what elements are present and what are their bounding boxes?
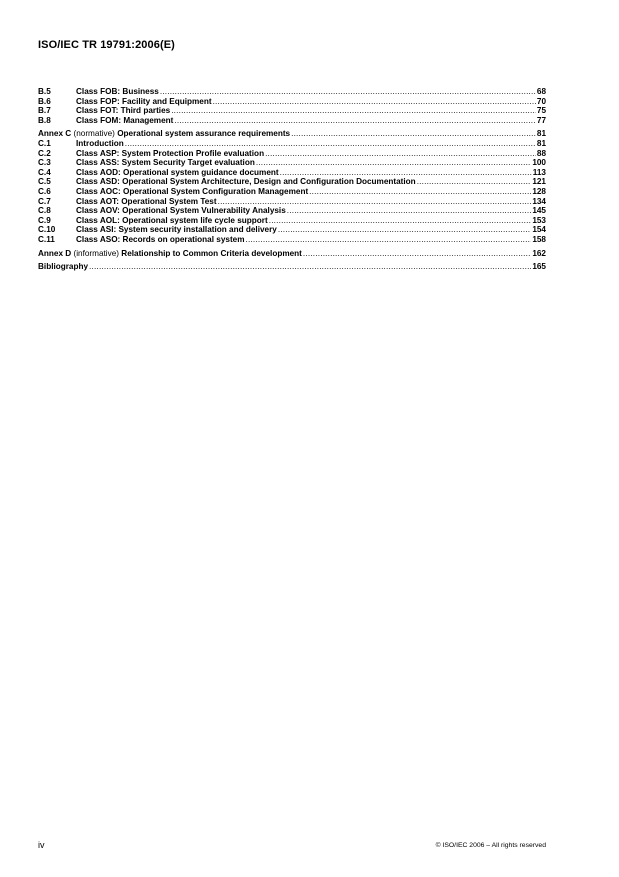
copyright-notice: © ISO/IEC 2006 – All rights reserved [435,842,546,849]
toc-entry-page: 154 [532,225,546,235]
toc-entry-number: C.3 [38,158,51,168]
toc-entry-title: Introduction [76,138,124,148]
toc-entry-title: Class FOT: Third parties [76,106,171,116]
toc-entry[interactable] [38,139,546,149]
toc-entry-title: Class ASP: System Protection Profile evaluation [76,148,265,158]
toc-entry[interactable] [38,235,546,245]
toc-entry-page: 68 [536,87,546,96]
toc-entry[interactable] [38,149,546,159]
toc-entry-page: 70 [536,96,546,106]
dot-leader [278,225,532,235]
toc-entry-page: 77 [536,115,546,125]
toc-entry-number: C.5 [38,177,51,187]
toc-entry-number: C.2 [38,148,51,158]
toc-entry-title: Bibliography [38,262,89,272]
toc-entry-number: C.10 [38,225,56,235]
toc-entry[interactable] [38,168,546,178]
toc-entry-number: C.4 [38,167,51,177]
dot-leader [287,206,532,216]
toc-entry-page: 113 [532,167,546,177]
toc-bibliography[interactable] [38,262,546,272]
dot-leader [246,235,532,245]
annex-heading [38,249,302,259]
toc-entry-title: Class FOP: Facility and Equipment [76,96,212,106]
toc-entry[interactable] [38,158,546,168]
toc-entry-title: Class FOB: Business [76,87,159,96]
dot-leader [291,129,536,139]
annex-heading [38,129,290,139]
dot-leader [171,106,536,116]
toc-entry-title: Class AOL: Operational system life cycle support [76,215,268,225]
toc-entry-page: 153 [532,215,546,225]
toc-entry-title: Class AOT: Operational System Test [76,196,217,206]
toc-entry-page: 75 [536,106,546,116]
toc-entry-page: 100 [532,158,546,168]
toc-entry-page: 145 [532,206,546,216]
dot-leader [280,168,532,178]
toc-entry-title: Class ASI: System security installation and delivery [76,225,277,235]
toc-entry[interactable] [38,106,546,116]
toc-entry-number: B.8 [38,115,51,125]
toc-entry[interactable] [38,206,546,216]
dot-leader [160,87,536,97]
annex-label: Annex D [38,248,72,258]
toc-entry-page: 162 [532,248,546,258]
toc-entry-number: B.6 [38,96,51,106]
table-of-contents [38,87,546,272]
page-number: iv [38,840,45,850]
toc-entry-number: B.5 [38,87,51,96]
toc-entry[interactable] [38,225,546,235]
toc-entry-title: Class FOM: Management [76,115,174,125]
toc-entry[interactable] [38,177,546,187]
toc-entry[interactable] [38,187,546,197]
toc-entry-title: Class ASS: System Security Target evaluation [76,158,255,168]
toc-entry-title: Class AOV: Operational System Vulnerability Analysis [76,206,286,216]
toc-entry-number: B.7 [38,106,51,116]
toc-entry-title: Class ASD: Operational System Architecture, Design and Configuration Documentation [76,177,416,187]
toc-entry[interactable] [38,97,546,107]
annex-qualifier: (normative) [73,129,115,139]
dot-leader [303,249,531,259]
dot-leader [89,262,531,272]
toc-entry-number: C.6 [38,186,51,196]
toc-entry-page: 128 [532,186,546,196]
annex-label: Annex C [38,129,72,139]
dot-leader [174,116,536,126]
toc-entry-page: 81 [536,138,546,148]
dot-leader [309,187,531,197]
document-id: ISO/IEC TR 19791:2006(E) [38,39,175,51]
toc-entry-page: 165 [532,262,546,272]
toc-entry-number: C.9 [38,215,51,225]
dot-leader [265,149,536,159]
annex-title: Relationship to Common Criteria development [121,248,302,258]
toc-entry-page: 121 [532,177,546,187]
dot-leader [417,177,532,187]
toc-annex-d[interactable] [38,249,546,259]
toc-entry-page: 134 [532,196,546,206]
toc-entry-number: C.7 [38,196,51,206]
toc-annex-c[interactable] [38,129,546,139]
dot-leader [269,216,532,226]
dot-leader [256,158,532,168]
toc-entry-number: C.8 [38,206,51,216]
toc-entry-page: 158 [532,234,546,244]
dot-leader [218,197,532,207]
toc-entry[interactable] [38,216,546,226]
toc-entry[interactable] [38,197,546,207]
toc-entry[interactable] [38,116,546,126]
toc-entry-page: 88 [536,148,546,158]
toc-entry-title: Class AOD: Operational system guidance document [76,167,279,177]
toc-entry[interactable] [38,87,546,97]
toc-entry-page: 81 [536,129,546,139]
dot-leader [213,97,536,107]
toc-entry-number: C.1 [38,138,51,148]
dot-leader [125,139,536,149]
annex-title: Operational system assurance requirements [117,129,291,139]
toc-entry-title: Class AOC: Operational System Configuration Management [76,186,309,196]
toc-entry-title: Class ASO: Records on operational system [76,234,245,244]
toc-entry-number: C.11 [38,234,55,244]
annex-qualifier: (informative) [73,248,119,258]
